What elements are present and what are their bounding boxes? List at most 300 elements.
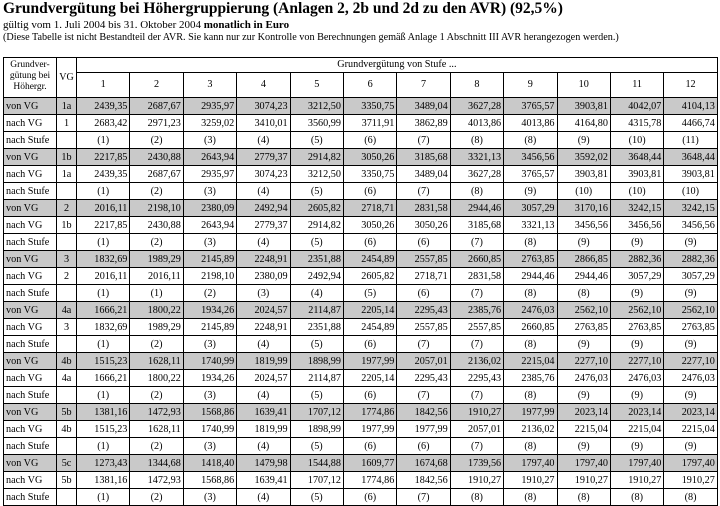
table-cell: 2557,85 [397,251,450,268]
table-cell: 1740,99 [183,421,236,438]
table-cell: (7) [397,336,450,353]
table-cell: 3050,26 [343,149,396,166]
salary-table [3,57,718,506]
table-cell: 3050,26 [397,217,450,234]
table-cell: (5) [290,387,343,404]
table-cell: (2) [130,387,183,404]
table-cell: (3) [183,336,236,353]
row-label: nach VG [4,268,57,285]
row-label: nach VG [4,166,57,183]
table-cell: 3242,15 [610,200,663,217]
table-cell: 2277,10 [610,353,663,370]
table-cell: 3350,75 [343,98,396,115]
table-cell: 2763,85 [504,251,557,268]
table-cell: (5) [343,285,396,302]
table-cell: 3648,44 [610,149,663,166]
stufe-number-12: 12 [664,73,718,98]
table-row [4,200,718,217]
table-cell: 1800,22 [130,370,183,387]
table-cell: 3212,50 [290,98,343,115]
stufe-number-11: 11 [610,73,663,98]
table-cell: 2605,82 [290,200,343,217]
table-cell: 3765,57 [504,166,557,183]
table-cell: 3903,81 [557,166,610,183]
table-cell: 2687,67 [130,98,183,115]
table-cell: (9) [504,183,557,200]
table-cell: (4) [237,234,290,251]
table-cell: 1515,23 [77,421,130,438]
table-cell: (6) [343,336,396,353]
table-cell: (10) [610,132,663,149]
table-row [4,387,718,404]
table-cell: (7) [450,387,503,404]
table-cell: 2763,85 [664,319,718,336]
table-cell: 1479,98 [237,455,290,472]
table-cell: 2439,35 [77,98,130,115]
row-vg: 3 [57,319,77,336]
table-cell: 2439,35 [77,166,130,183]
table-cell: 4315,78 [610,115,663,132]
table-cell: 2454,89 [343,251,396,268]
table-cell: 3057,29 [610,268,663,285]
table-cell: 4104,13 [664,98,718,115]
table-row [4,319,718,336]
row-label: nach Stufe [4,285,57,302]
table-cell: 1934,26 [183,370,236,387]
table-cell: 2016,11 [77,200,130,217]
table-cell: 3057,29 [664,268,718,285]
stufe-number-1: 1 [77,73,130,98]
table-row [4,472,718,489]
validity-line [3,19,289,31]
table-row [4,370,718,387]
row-label: von VG [4,353,57,370]
table-cell: 2660,85 [450,251,503,268]
row-label: von VG [4,455,57,472]
row-vg: 5b [57,404,77,421]
table-cell: 1819,99 [237,353,290,370]
table-cell: (6) [343,387,396,404]
table-cell: 2882,36 [664,251,718,268]
row-label: von VG [4,302,57,319]
table-cell: 2779,37 [237,149,290,166]
table-cell: 2935,97 [183,98,236,115]
row-vg: 4a [57,302,77,319]
table-cell: 2198,10 [183,268,236,285]
table-cell: (1) [77,387,130,404]
table-cell: (1) [130,285,183,302]
table-cell: (3) [237,285,290,302]
table-cell: (9) [557,234,610,251]
table-cell: 1842,56 [397,404,450,421]
stufe-number-3: 3 [183,73,236,98]
table-cell: (9) [557,132,610,149]
table-cell: 2215,04 [664,421,718,438]
table-cell: 2763,85 [610,319,663,336]
table-cell: 1819,99 [237,421,290,438]
row-vg: 4b [57,353,77,370]
table-cell: 1977,99 [504,404,557,421]
table-cell: 2476,03 [504,302,557,319]
table-note: (Diese Tabelle ist nicht Bestandteil der AVR. Sie kann nur zur Kontrolle von Berechnungen gemäß Anlage 1 Abschnitt III AVR herangezogen werden.) [3,32,619,43]
table-cell: (3) [183,387,236,404]
table-cell: 1842,56 [397,472,450,489]
table-cell: 1544,88 [290,455,343,472]
table-cell: 2114,87 [290,302,343,319]
table-cell: 3212,50 [290,166,343,183]
table-cell: 1628,11 [130,421,183,438]
table-cell: 2351,88 [290,319,343,336]
table-cell: 3057,29 [504,200,557,217]
table-cell: (9) [610,285,663,302]
table-cell: (3) [183,438,236,455]
table-cell: 2831,58 [397,200,450,217]
table-cell: 2687,67 [130,166,183,183]
table-cell: 4013,86 [504,115,557,132]
row-vg: 1b [57,149,77,166]
table-cell: 3560,99 [290,115,343,132]
table-row [4,234,718,251]
header-line-2: gütung bei [9,71,51,81]
table-cell: 2016,11 [130,268,183,285]
table-cell: 2217,85 [77,149,130,166]
table-cell: (3) [183,489,236,506]
table-cell: (9) [664,234,718,251]
table-cell: (4) [237,489,290,506]
table-cell: 1418,40 [183,455,236,472]
table-cell: (5) [290,132,343,149]
table-cell: (2) [130,132,183,149]
table-cell: (4) [237,438,290,455]
row-label: von VG [4,404,57,421]
table-cell: 1344,68 [130,455,183,472]
table-cell: 1774,86 [343,404,396,421]
table-cell: 1739,56 [450,455,503,472]
table-cell: 2215,04 [557,421,610,438]
table-cell: (8) [504,285,557,302]
table-cell: (7) [397,183,450,200]
row-label: von VG [4,251,57,268]
table-cell: (5) [290,336,343,353]
table-cell: 1568,86 [183,404,236,421]
table-cell: (10) [664,183,718,200]
row-label: nach Stufe [4,387,57,404]
row-vg [57,336,77,353]
row-vg [57,234,77,251]
table-cell: 1910,27 [504,472,557,489]
validity-unit: monatlich in Euro [203,19,290,31]
table-cell: 3456,56 [664,217,718,234]
table-row [4,404,718,421]
row-label: nach Stufe [4,234,57,251]
table-cell: (10) [610,183,663,200]
row-label: nach Stufe [4,438,57,455]
stufe-number-5: 5 [290,73,343,98]
table-row [4,438,718,455]
table-cell: 3410,01 [237,115,290,132]
table-cell: 1639,41 [237,404,290,421]
table-cell: 1910,27 [610,472,663,489]
table-cell: 1472,93 [130,404,183,421]
table-cell: 1381,16 [77,404,130,421]
table-cell: (1) [77,183,130,200]
stufe-number-6: 6 [343,73,396,98]
table-cell: 2779,37 [237,217,290,234]
table-cell: (8) [450,489,503,506]
table-cell: 2763,85 [557,319,610,336]
table-cell: 1797,40 [610,455,663,472]
stufe-number-2: 2 [130,73,183,98]
table-cell: 2215,04 [610,421,663,438]
row-vg: 4b [57,421,77,438]
table-cell: 2295,43 [397,370,450,387]
table-row [4,336,718,353]
table-cell: 1666,21 [77,302,130,319]
stufe-number-4: 4 [237,73,290,98]
table-cell: (9) [610,438,663,455]
table-cell: (7) [397,132,450,149]
table-cell: (7) [450,336,503,353]
table-cell: 3592,02 [557,149,610,166]
table-cell: 2430,88 [130,149,183,166]
table-cell: 2205,14 [343,302,396,319]
table-cell: 1568,86 [183,472,236,489]
table-cell: 2145,89 [183,251,236,268]
table-cell: 1977,99 [397,421,450,438]
table-cell: 3903,81 [610,166,663,183]
table-cell: (8) [504,336,557,353]
table-cell: 1381,16 [77,472,130,489]
table-cell: 3862,89 [397,115,450,132]
table-cell: 1977,99 [343,421,396,438]
table-cell: 1797,40 [664,455,718,472]
table-cell: 3259,02 [183,115,236,132]
table-cell: 2882,36 [610,251,663,268]
table-cell: 1472,93 [130,472,183,489]
column-header-stufe: Grundvergütung von Stufe ... [77,58,718,73]
row-label: von VG [4,149,57,166]
table-cell: (9) [610,387,663,404]
table-cell: (5) [290,438,343,455]
table-cell: 3050,26 [343,217,396,234]
table-cell: 2683,42 [77,115,130,132]
table-cell: 2643,94 [183,217,236,234]
table-cell: 2476,03 [664,370,718,387]
table-cell: 3456,56 [557,217,610,234]
table-cell: 1609,77 [343,455,396,472]
table-cell: (8) [610,489,663,506]
table-cell: 1910,27 [664,472,718,489]
table-cell: 3489,04 [397,98,450,115]
table-cell: 4042,07 [610,98,663,115]
table-cell: 1740,99 [183,353,236,370]
table-cell: (1) [77,438,130,455]
table-cell: 1797,40 [504,455,557,472]
table-row [4,455,718,472]
table-cell: 3074,23 [237,166,290,183]
table-cell: 2914,82 [290,149,343,166]
table-cell: 3648,44 [664,149,718,166]
table-row [4,98,718,115]
table-cell: (8) [504,438,557,455]
table-cell: (6) [343,183,396,200]
stufe-number-row [4,73,718,98]
table-cell: 2295,43 [397,302,450,319]
row-label: nach VG [4,217,57,234]
table-cell: 2605,82 [343,268,396,285]
table-cell: 3765,57 [504,98,557,115]
table-cell: 2057,01 [397,353,450,370]
table-cell: 3903,81 [664,166,718,183]
table-cell: 2944,46 [557,268,610,285]
table-cell: 3711,91 [343,115,396,132]
table-cell: 2198,10 [130,200,183,217]
table-cell: 1674,68 [397,455,450,472]
table-cell: 1628,11 [130,353,183,370]
table-cell: 2944,46 [450,200,503,217]
table-cell: (6) [397,438,450,455]
table-cell: 1977,99 [343,353,396,370]
table-cell: 3074,23 [237,98,290,115]
table-cell: 1910,27 [450,404,503,421]
table-cell: 1934,26 [183,302,236,319]
table-cell: (5) [290,234,343,251]
validity-prefix: gültig vom 1. Juli 2004 bis 31. Oktober 2004 [3,19,204,31]
table-cell: (8) [504,489,557,506]
column-header-vg: VG [57,58,77,98]
table-cell: 3489,04 [397,166,450,183]
table-cell: (11) [664,132,718,149]
table-cell: (8) [664,489,718,506]
table-cell: 1898,99 [290,421,343,438]
table-cell: (6) [343,438,396,455]
row-vg [57,438,77,455]
stufe-number-8: 8 [450,73,503,98]
table-cell: (7) [397,387,450,404]
table-cell: 4164,80 [557,115,610,132]
row-vg [57,387,77,404]
table-cell: 1666,21 [77,370,130,387]
table-cell: (8) [450,132,503,149]
table-cell: 3456,56 [610,217,663,234]
table-row [4,302,718,319]
table-cell: 2562,10 [557,302,610,319]
table-cell: 1898,99 [290,353,343,370]
column-header-hoehergruppierung [4,58,57,98]
table-cell: (2) [130,336,183,353]
table-row [4,115,718,132]
table-cell: 2562,10 [664,302,718,319]
table-cell: 1832,69 [77,251,130,268]
table-row [4,285,718,302]
table-cell: 2971,23 [130,115,183,132]
table-cell: 2476,03 [557,370,610,387]
table-cell: (5) [290,183,343,200]
table-cell: 2023,14 [610,404,663,421]
table-cell: (8) [504,234,557,251]
table-cell: 2831,58 [450,268,503,285]
row-label: nach Stufe [4,489,57,506]
table-cell: 2476,03 [610,370,663,387]
header-line-3: Höhergr. [13,82,47,92]
table-cell: 2866,85 [557,251,610,268]
row-vg [57,489,77,506]
table-cell: (2) [130,489,183,506]
table-cell: 3350,75 [343,166,396,183]
table-cell: (8) [557,489,610,506]
table-cell: 1910,27 [557,472,610,489]
table-row [4,353,718,370]
table-cell: (1) [77,489,130,506]
table-cell: (9) [610,234,663,251]
row-label: nach VG [4,319,57,336]
table-cell: 2718,71 [343,200,396,217]
table-cell: 2660,85 [504,319,557,336]
table-cell: 2718,71 [397,268,450,285]
table-cell: (7) [450,285,503,302]
table-row [4,251,718,268]
table-cell: (3) [183,234,236,251]
table-row [4,166,718,183]
table-cell: 3242,15 [664,200,718,217]
table-cell: 2057,01 [450,421,503,438]
table-cell: 2024,57 [237,302,290,319]
table-cell: (7) [450,438,503,455]
table-cell: 1800,22 [130,302,183,319]
table-cell: 3321,13 [504,217,557,234]
table-cell: (2) [130,183,183,200]
table-cell: 2492,94 [237,200,290,217]
table-cell: 1774,86 [343,472,396,489]
table-cell: (3) [183,132,236,149]
table-row [4,421,718,438]
table-cell: (2) [130,438,183,455]
row-vg: 1b [57,217,77,234]
table-row [4,268,718,285]
table-cell: 3903,81 [557,98,610,115]
table-cell: 2562,10 [610,302,663,319]
stufe-number-10: 10 [557,73,610,98]
row-label: nach VG [4,115,57,132]
table-row [4,489,718,506]
table-cell: (4) [237,336,290,353]
row-vg: 1a [57,98,77,115]
table-cell: 2023,14 [664,404,718,421]
table-cell: 3456,56 [504,149,557,166]
row-vg: 5b [57,472,77,489]
table-cell: 2205,14 [343,370,396,387]
row-vg: 1a [57,166,77,183]
table-cell: 2145,89 [183,319,236,336]
table-cell: 1515,23 [77,353,130,370]
table-cell: 1273,43 [77,455,130,472]
header-line-1: Grundver- [10,60,50,70]
table-cell: (9) [664,438,718,455]
table-cell: (1) [77,285,130,302]
table-cell: (1) [77,132,130,149]
table-cell: 2385,76 [504,370,557,387]
table-cell: 4466,74 [664,115,718,132]
table-cell: (9) [557,438,610,455]
table-cell: (4) [237,183,290,200]
table-cell: 2277,10 [664,353,718,370]
table-cell: (8) [504,387,557,404]
table-cell: 1832,69 [77,319,130,336]
row-vg [57,132,77,149]
table-cell: 1989,29 [130,251,183,268]
table-cell: 2557,85 [397,319,450,336]
table-cell: (9) [664,387,718,404]
